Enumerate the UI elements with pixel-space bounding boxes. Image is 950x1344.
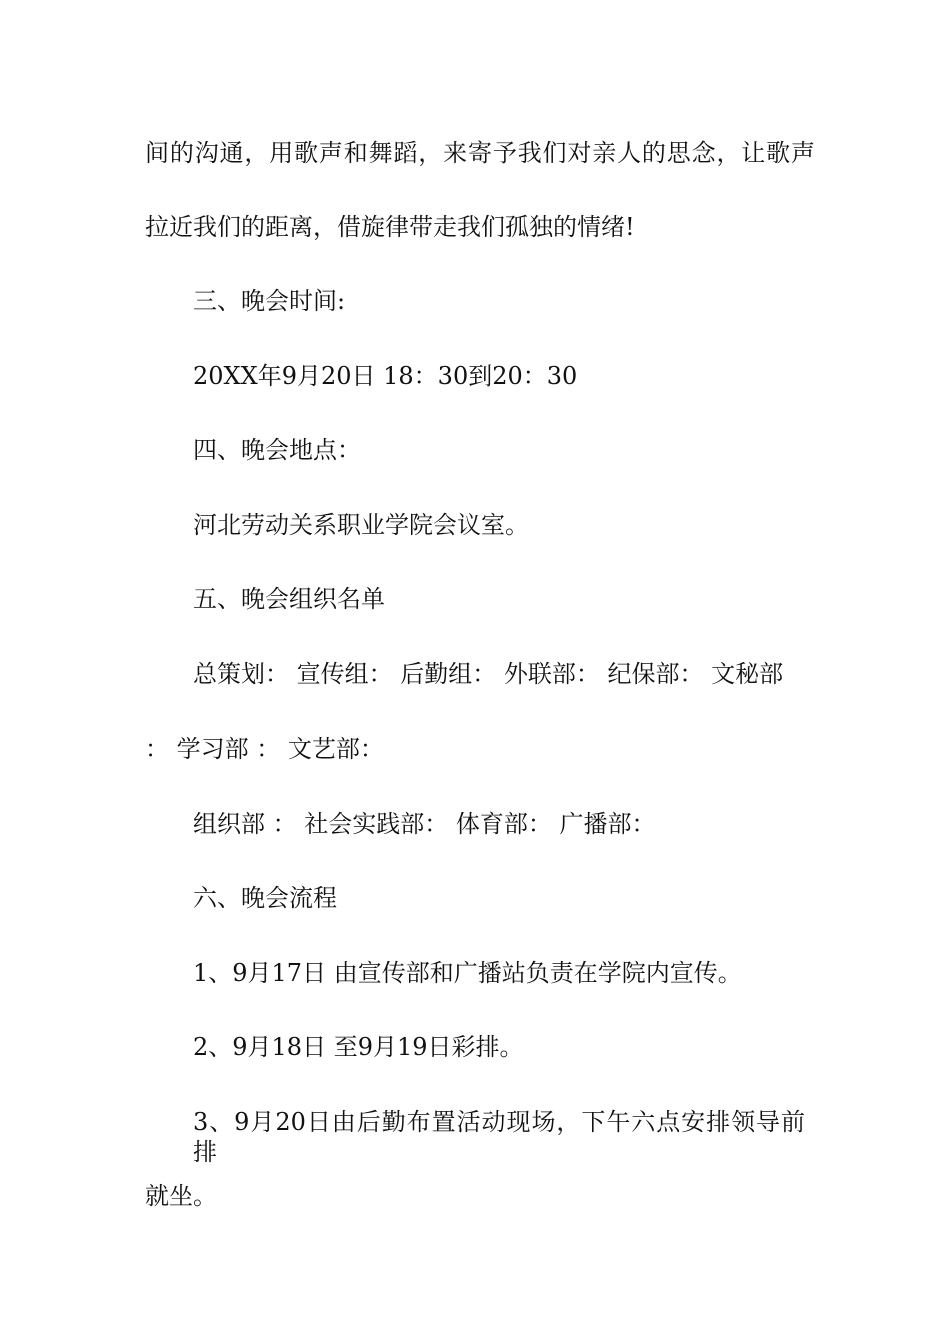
event-location-text: 河北劳动关系职业学院会议室。 <box>193 511 529 539</box>
schedule-item: 3、9月20日由后勤布置活动现场，下午六点安排领导前排 <box>193 1108 805 1166</box>
organizer-list-line: 组织部 ： 社会实践部： 体育部： 广播部： <box>193 810 656 838</box>
section-heading-location: 四、晚会地点： <box>193 436 361 464</box>
schedule-item: 1、9月17日 由宣传部和广播站负责在学院内宣传。 <box>193 959 742 987</box>
organizer-list-line: ： 学习部 ： 文艺部： <box>145 735 384 763</box>
event-time-text: 20XX年9月20日 18：30到20：30 <box>193 362 578 390</box>
paragraph-line: 拉近我们的距离，借旋律带走我们孤独的情绪! <box>145 213 635 241</box>
schedule-item: 2、9月18日 至9月19日彩排。 <box>193 1033 524 1061</box>
section-heading-time: 三、晚会时间: <box>193 287 346 315</box>
paragraph-line: 间的沟通，用歌声和舞蹈，来寄予我们对亲人的思念，让歌声 <box>145 139 815 167</box>
organizer-list-line: 总策划： 宣传组： 后勤组： 外联部： 纪保部： 文秘部 <box>193 660 784 688</box>
schedule-item-continuation: 就坐。 <box>145 1182 217 1210</box>
section-heading-organizers: 五、晚会组织名单 <box>193 585 385 613</box>
section-heading-schedule: 六、晚会流程 <box>193 884 337 912</box>
